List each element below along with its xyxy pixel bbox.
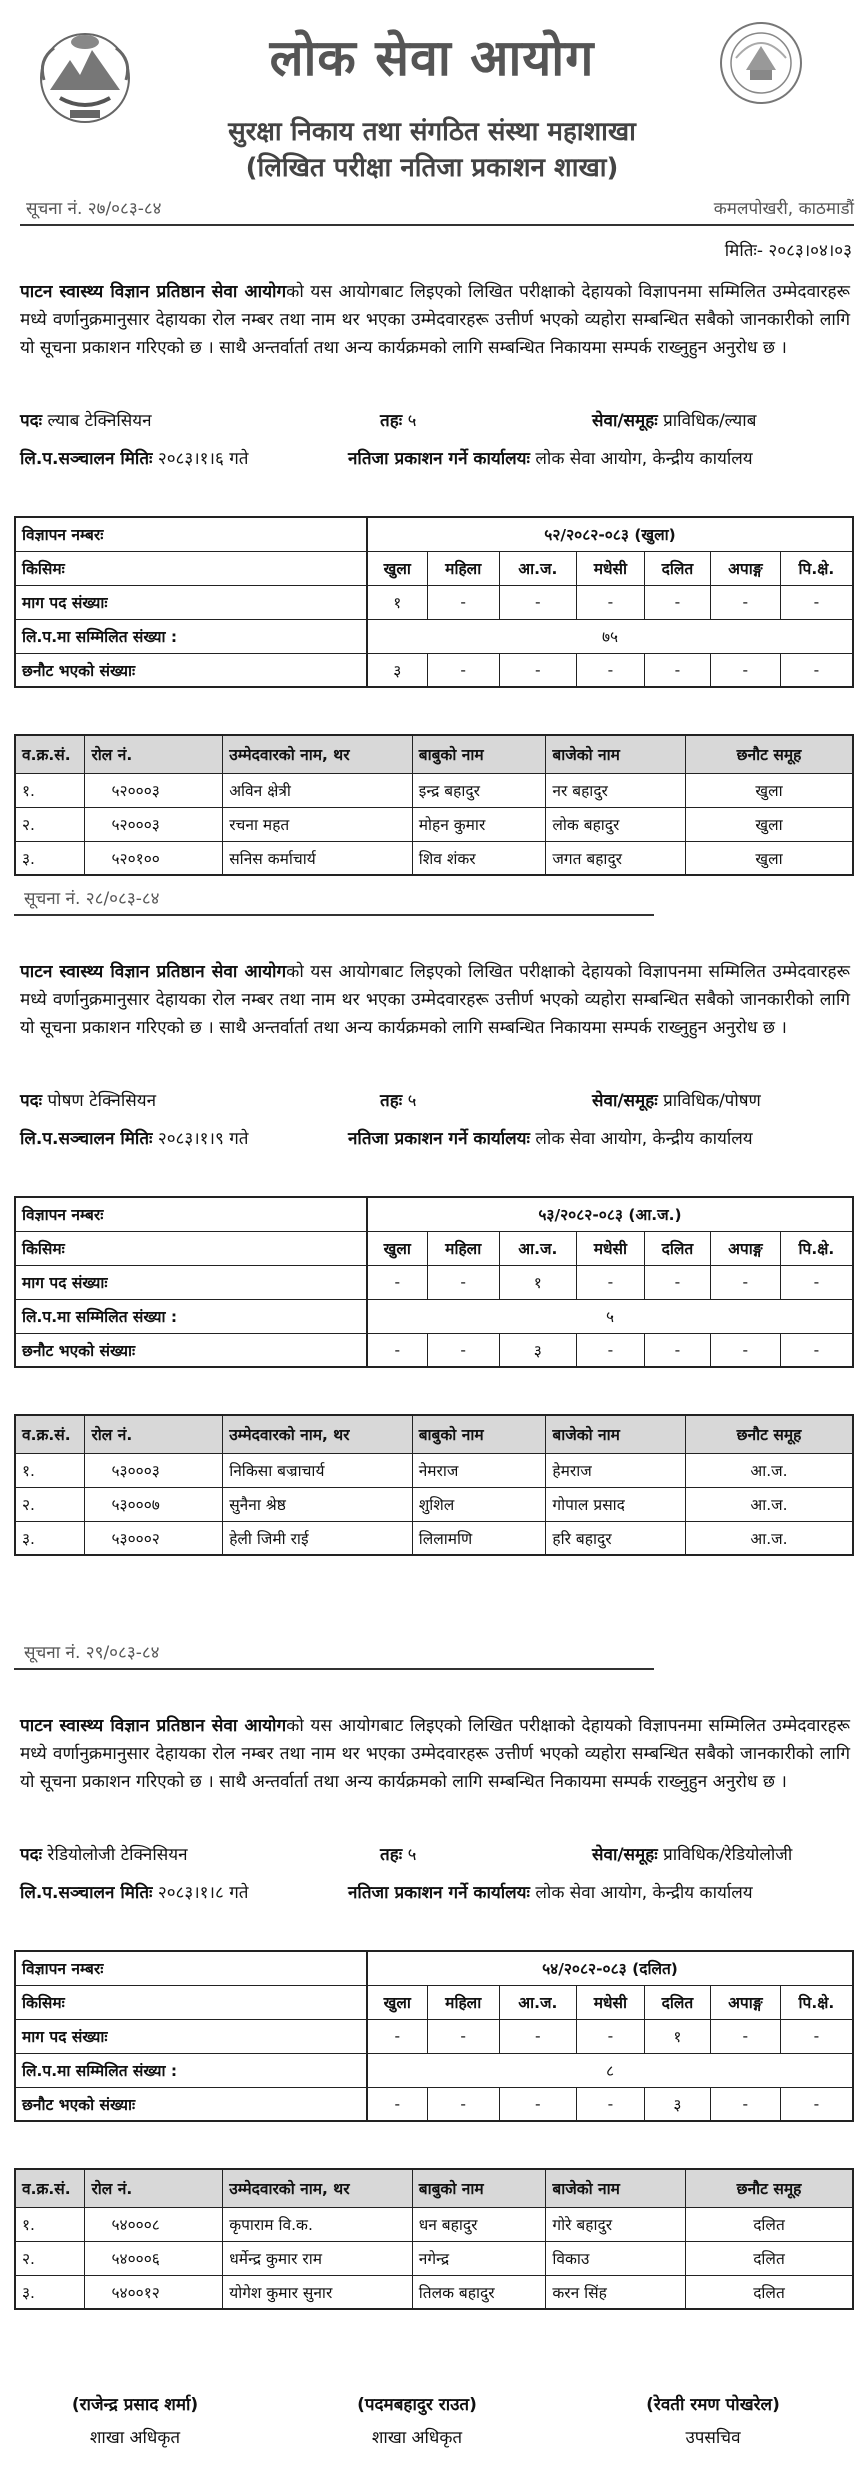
table-cell: आ.ज. xyxy=(685,1521,853,1555)
service-info: सेवा/समूहः प्राविधिक/पोषण xyxy=(592,1091,761,1111)
category-header: अपाङ्ग xyxy=(710,1985,780,2019)
category-header: दलित xyxy=(645,1231,711,1265)
selected-cell: - xyxy=(780,653,853,687)
table-cell: ५४०००८ xyxy=(85,2207,223,2241)
divider xyxy=(14,914,654,916)
category-header: मधेसी xyxy=(576,551,644,585)
category-header: अपाङ्ग xyxy=(710,1231,780,1265)
table-row xyxy=(15,1453,853,1487)
selected-cell: - xyxy=(710,653,780,687)
category-header: महिला xyxy=(427,1985,499,2019)
signature-block xyxy=(40,2392,230,2448)
results-table xyxy=(14,734,854,876)
demand-cell: - xyxy=(780,1265,853,1299)
level-info: तहः ५ xyxy=(380,1091,417,1111)
division-title: सुरक्षा निकाय तथा संगठित संस्था महाशाखा xyxy=(228,117,636,147)
selected-cell: - xyxy=(710,2087,780,2121)
table-cell: ५२०००३ xyxy=(85,773,223,807)
table-cell: ३. xyxy=(15,1521,85,1555)
participants-label: लि.प.मा सम्मिलित संख्या : xyxy=(15,619,367,653)
table-cell: नेमराज xyxy=(412,1453,546,1487)
table-cell: २. xyxy=(15,807,85,841)
results-table xyxy=(14,2168,854,2310)
selected-cell: - xyxy=(367,2087,427,2121)
page-title: लोक सेवा आयोग xyxy=(269,29,595,87)
demand-label: माग पद संख्याः xyxy=(15,585,367,619)
table-cell: शिव शंकर xyxy=(412,841,546,875)
category-header: आ.ज. xyxy=(499,551,576,585)
table-cell: हेमराज xyxy=(546,1453,686,1487)
table-row xyxy=(15,2275,853,2309)
table-cell: ५२०००३ xyxy=(85,807,223,841)
table-row xyxy=(15,2241,853,2275)
table-cell: दलित xyxy=(685,2207,853,2241)
table-cell: धन बहादुर xyxy=(412,2207,546,2241)
category-label: किसिमः xyxy=(15,1231,367,1265)
table-cell: सुनैना श्रेष्ठ xyxy=(223,1487,413,1521)
signatory-designation: उपसचिव xyxy=(685,2428,741,2448)
service-value: प्राविधिक/पोषण xyxy=(663,1091,761,1111)
post-info: पदः पोषण टेक्निसियन xyxy=(20,1091,157,1111)
signatory-designation: शाखा अधिकृत xyxy=(89,2428,181,2448)
column-header: उम्मेदवारको नाम, थर xyxy=(223,1415,413,1453)
demand-cell: - xyxy=(367,1265,427,1299)
table-cell: ५४००१२ xyxy=(85,2275,223,2309)
table-cell: जगत बहादुर xyxy=(546,841,686,875)
column-header: बाबुको नाम xyxy=(412,735,546,773)
table-cell: शुशिल xyxy=(412,1487,546,1521)
notice-date: मितिः- २०८३।०४।०३ xyxy=(724,241,852,261)
signature-block xyxy=(608,2392,818,2448)
demand-cell: - xyxy=(427,585,499,619)
table-cell: लोक बहादुर xyxy=(546,807,686,841)
ad-number: ५३/२०८२-०८३ (आ.ज.) xyxy=(367,1197,853,1231)
category-header: खुला xyxy=(367,1985,427,2019)
table-cell: ३. xyxy=(15,841,85,875)
demand-cell: १ xyxy=(367,585,427,619)
result-office: लोक सेवा आयोग, केन्द्रीय कार्यालय xyxy=(535,449,753,469)
level-info: तहः ५ xyxy=(380,411,417,431)
selected-cell: - xyxy=(367,1333,427,1367)
table-cell: नगेन्द्र xyxy=(412,2241,546,2275)
selected-cell: - xyxy=(499,653,576,687)
table-row xyxy=(15,841,853,875)
demand-cell: - xyxy=(499,2019,576,2053)
selected-cell: - xyxy=(576,653,644,687)
notice-meta xyxy=(20,192,854,226)
table-cell: अविन क्षेत्री xyxy=(223,773,413,807)
selected-cell: - xyxy=(499,2087,576,2121)
participants-label: लि.प.मा सम्मिलित संख्या : xyxy=(15,2053,367,2087)
table-cell: रचना महत xyxy=(223,807,413,841)
ad-number: ५४/२०८२-०८३ (दलित) xyxy=(367,1951,853,1985)
exam-date-info: लि.प.सञ्चालन मितिः २०८३।१।८ गते xyxy=(20,1883,249,1903)
table-cell: आ.ज. xyxy=(685,1453,853,1487)
category-header: दलित xyxy=(645,1985,711,2019)
signatory-designation: शाखा अधिकृत xyxy=(371,2428,463,2448)
table-cell: खुला xyxy=(685,807,853,841)
demand-cell: - xyxy=(780,2019,853,2053)
selected-cell: - xyxy=(645,1333,711,1367)
table-cell: २. xyxy=(15,2241,85,2275)
table-cell: गोरे बहादुर xyxy=(546,2207,686,2241)
category-header: दलित xyxy=(645,551,711,585)
participants-label: लि.प.मा सम्मिलित संख्या : xyxy=(15,1299,367,1333)
table-cell: ५३०००२ xyxy=(85,1521,223,1555)
post-info: पदः रेडियोलोजी टेक्निसियन xyxy=(20,1845,188,1865)
selected-cell: - xyxy=(710,1333,780,1367)
demand-cell: - xyxy=(645,585,711,619)
column-header: बाबुको नाम xyxy=(412,1415,546,1453)
table-cell: लिलामणि xyxy=(412,1521,546,1555)
notice-number: सूचना नं. २७/०८३-८४ xyxy=(26,199,162,219)
category-label: किसिमः xyxy=(15,551,367,585)
column-header: बाबुको नाम xyxy=(412,2169,546,2207)
service-info: सेवा/समूहः प्राविधिक/ल्याब xyxy=(592,411,757,431)
selected-cell: ३ xyxy=(499,1333,576,1367)
selected-label: छनौट भएको संख्याः xyxy=(15,653,367,687)
ad-number-label: विज्ञापन नम्बरः xyxy=(15,517,367,551)
selected-cell: ३ xyxy=(367,653,427,687)
post-name: पोषण टेक्निसियन xyxy=(47,1091,157,1111)
selected-cell: - xyxy=(427,653,499,687)
table-row xyxy=(15,2207,853,2241)
demand-cell: - xyxy=(427,1265,499,1299)
level-value: ५ xyxy=(407,1845,417,1865)
category-label: किसिमः xyxy=(15,1985,367,2019)
participants-count: ८ xyxy=(367,2053,853,2087)
table-cell: दलित xyxy=(685,2275,853,2309)
table-cell: आ.ज. xyxy=(685,1487,853,1521)
category-header: खुला xyxy=(367,1231,427,1265)
ad-number-label: विज्ञापन नम्बरः xyxy=(15,1951,367,1985)
participants-count: ७५ xyxy=(367,619,853,653)
exam-date: २०८३।१।९ गते xyxy=(157,1129,249,1149)
service-info: सेवा/समूहः प्राविधिक/रेडियोलोजी xyxy=(592,1845,793,1865)
column-header: बाजेको नाम xyxy=(546,1415,686,1453)
vacancy-table xyxy=(14,516,854,688)
service-value: प्राविधिक/रेडियोलोजी xyxy=(663,1845,793,1865)
table-row xyxy=(15,1521,853,1555)
notice-paragraph xyxy=(20,278,850,362)
notice-body: को यस आयोगबाट लिइएको लिखित परीक्षाको देहायको विज्ञापनमा सम्मिलित उम्मेदवारहरू मध्ये वर्णानुक्रमानुसार देहायका रोल नम्बर तथा नाम थर भएका उम्मेदवारहरू उत्तीर्ण भएको व्यहोरा सम्बन्धित सबैको जानकारीको लागि यो सूचना प्रकाशन गरिएको छ । साथै अन्तर्वार्ता तथा अन्य कार्यक्रमको लागि सम्बन्धित निकायमा सम्पर्क राख्नुहुन अनुरोध छ । xyxy=(20,282,850,358)
level-info: तहः ५ xyxy=(380,1845,417,1865)
category-header: महिला xyxy=(427,551,499,585)
demand-cell: १ xyxy=(499,1265,576,1299)
signatory-name: (रेवती रमण पोखरेल) xyxy=(646,2395,780,2415)
table-row xyxy=(15,807,853,841)
selected-label: छनौट भएको संख्याः xyxy=(15,1333,367,1367)
selected-cell: - xyxy=(427,2087,499,2121)
table-cell: करन सिंह xyxy=(546,2275,686,2309)
commission-logo-icon xyxy=(716,18,806,108)
notice-paragraph xyxy=(20,958,850,1042)
demand-cell: - xyxy=(710,1265,780,1299)
table-cell: हरि बहादुर xyxy=(546,1521,686,1555)
column-header: व.क्र.सं. xyxy=(15,1415,85,1453)
table-cell: खुला xyxy=(685,841,853,875)
category-header: आ.ज. xyxy=(499,1231,576,1265)
vacancy-table xyxy=(14,1950,854,2122)
level-value: ५ xyxy=(407,1091,417,1111)
table-cell: नर बहादुर xyxy=(546,773,686,807)
results-table xyxy=(14,1414,854,1556)
category-header: पि.क्षे. xyxy=(780,1231,853,1265)
letterhead xyxy=(0,0,864,200)
category-header: पि.क्षे. xyxy=(780,1985,853,2019)
demand-cell: - xyxy=(780,585,853,619)
office-location: कमलपोखरी, काठमाडौं xyxy=(713,199,854,219)
table-cell: निकिसा बज्राचार्य xyxy=(223,1453,413,1487)
demand-cell: - xyxy=(499,585,576,619)
exam-date: २०८३।१।८ गते xyxy=(157,1883,249,1903)
category-header: महिला xyxy=(427,1231,499,1265)
category-header: खुला xyxy=(367,551,427,585)
result-office: लोक सेवा आयोग, केन्द्रीय कार्यालय xyxy=(535,1883,753,1903)
section-title: (लिखित परीक्षा नतिजा प्रकाशन शाखा) xyxy=(245,153,619,183)
exam-date-info: लि.प.सञ्चालन मितिः २०८३।१।९ गते xyxy=(20,1129,249,1149)
ad-number-label: विज्ञापन नम्बरः xyxy=(15,1197,367,1231)
column-header: रोल नं. xyxy=(85,1415,223,1453)
exam-date-info: लि.प.सञ्चालन मितिः २०८३।१।६ गते xyxy=(20,449,249,469)
demand-cell: १ xyxy=(645,2019,711,2053)
org-name: पाटन स्वास्थ्य विज्ञान प्रतिष्ठान सेवा आयोग xyxy=(20,962,287,982)
table-cell: गोपाल प्रसाद xyxy=(546,1487,686,1521)
selected-cell: - xyxy=(576,1333,644,1367)
notice-paragraph xyxy=(20,1712,850,1796)
service-value: प्राविधिक/ल्याब xyxy=(663,411,757,431)
demand-cell: - xyxy=(710,2019,780,2053)
column-header: रोल नं. xyxy=(85,735,223,773)
table-cell: १. xyxy=(15,1453,85,1487)
table-cell: ५३०००३ xyxy=(85,1453,223,1487)
table-cell: ५४०००६ xyxy=(85,2241,223,2275)
category-header: अपाङ्ग xyxy=(710,551,780,585)
signatory-name: (राजेन्द्र प्रसाद शर्मा) xyxy=(71,2395,199,2415)
selected-cell: - xyxy=(427,1333,499,1367)
table-cell: तिलक बहादुर xyxy=(412,2275,546,2309)
selected-cell: - xyxy=(645,653,711,687)
column-header: छनौट समूह xyxy=(685,1415,853,1453)
table-cell: इन्द्र बहादुर xyxy=(412,773,546,807)
signatory-name: (पदमबहादुर राउत) xyxy=(357,2395,477,2415)
table-cell: ५३०००७ xyxy=(85,1487,223,1521)
notice-number: सूचना नं. २९/०८३-८४ xyxy=(24,1643,160,1663)
column-header: उम्मेदवारको नाम, थर xyxy=(223,735,413,773)
column-header: रोल नं. xyxy=(85,2169,223,2207)
table-row xyxy=(15,773,853,807)
demand-cell: - xyxy=(645,1265,711,1299)
participants-count: ५ xyxy=(367,1299,853,1333)
result-office-info: नतिजा प्रकाशन गर्ने कार्यालयः लोक सेवा आयोग, केन्द्रीय कार्यालय xyxy=(348,1883,753,1903)
demand-cell: - xyxy=(367,2019,427,2053)
post-name: ल्याब टेक्निसियन xyxy=(47,411,152,431)
notice-body: को यस आयोगबाट लिइएको लिखित परीक्षाको देहायको विज्ञापनमा सम्मिलित उम्मेदवारहरू मध्ये वर्णानुक्रमानुसार देहायका रोल नम्बर तथा नाम थर भएका उम्मेदवारहरू उत्तीर्ण भएको व्यहोरा सम्बन्धित सबैको जानकारीको लागि यो सूचना प्रकाशन गरिएको छ । साथै अन्तर्वार्ता तथा अन्य कार्यक्रमको लागि सम्बन्धित निकायमा सम्पर्क राख्नुहुन अनुरोध छ । xyxy=(20,962,850,1038)
table-cell: दलित xyxy=(685,2241,853,2275)
table-cell: ५२०१०० xyxy=(85,841,223,875)
ad-number: ५२/२०८२-०८३ (खुला) xyxy=(367,517,853,551)
table-cell: खुला xyxy=(685,773,853,807)
level-value: ५ xyxy=(407,411,417,431)
category-header: मधेसी xyxy=(576,1985,644,2019)
selected-label: छनौट भएको संख्याः xyxy=(15,2087,367,2121)
demand-cell: - xyxy=(576,2019,644,2053)
post-name: रेडियोलोजी टेक्निसियन xyxy=(47,1845,188,1865)
selected-cell: - xyxy=(576,2087,644,2121)
signature-block xyxy=(322,2392,512,2448)
selected-cell: - xyxy=(780,1333,853,1367)
column-header: व.क्र.सं. xyxy=(15,2169,85,2207)
table-cell: सनिस कर्माचार्य xyxy=(223,841,413,875)
demand-label: माग पद संख्याः xyxy=(15,2019,367,2053)
org-name: पाटन स्वास्थ्य विज्ञान प्रतिष्ठान सेवा आयोग xyxy=(20,1716,287,1736)
table-cell: मोहन कुमार xyxy=(412,807,546,841)
table-cell: २. xyxy=(15,1487,85,1521)
column-header: बाजेको नाम xyxy=(546,2169,686,2207)
column-header: छनौट समूह xyxy=(685,735,853,773)
category-header: पि.क्षे. xyxy=(780,551,853,585)
table-cell: ३. xyxy=(15,2275,85,2309)
table-cell: हेली जिमी राई xyxy=(223,1521,413,1555)
demand-cell: - xyxy=(576,585,644,619)
vacancy-table xyxy=(14,1196,854,1368)
result-office: लोक सेवा आयोग, केन्द्रीय कार्यालय xyxy=(535,1129,753,1149)
table-cell: धर्मेन्द्र कुमार राम xyxy=(223,2241,413,2275)
post-info: पदः ल्याब टेक्निसियन xyxy=(20,411,152,431)
table-cell: १. xyxy=(15,2207,85,2241)
demand-label: माग पद संख्याः xyxy=(15,1265,367,1299)
notice-number: सूचना नं. २८/०८३-८४ xyxy=(24,889,160,909)
table-cell: कृपाराम वि.क. xyxy=(223,2207,413,2241)
exam-date: २०८३।१।६ गते xyxy=(157,449,249,469)
selected-cell: - xyxy=(780,2087,853,2121)
column-header: व.क्र.सं. xyxy=(15,735,85,773)
result-office-info: नतिजा प्रकाशन गर्ने कार्यालयः लोक सेवा आयोग, केन्द्रीय कार्यालय xyxy=(348,1129,753,1149)
category-header: आ.ज. xyxy=(499,1985,576,2019)
result-office-info: नतिजा प्रकाशन गर्ने कार्यालयः लोक सेवा आयोग, केन्द्रीय कार्यालय xyxy=(348,449,753,469)
demand-cell: - xyxy=(576,1265,644,1299)
demand-cell: - xyxy=(427,2019,499,2053)
org-name: पाटन स्वास्थ्य विज्ञान प्रतिष्ठान सेवा आयोग xyxy=(20,282,287,302)
selected-cell: ३ xyxy=(645,2087,711,2121)
notice-body: को यस आयोगबाट लिइएको लिखित परीक्षाको देहायको विज्ञापनमा सम्मिलित उम्मेदवारहरू मध्ये वर्णानुक्रमानुसार देहायका रोल नम्बर तथा नाम थर भएका उम्मेदवारहरू उत्तीर्ण भएको व्यहोरा सम्बन्धित सबैको जानकारीको लागि यो सूचना प्रकाशन गरिएको छ । साथै अन्तर्वार्ता तथा अन्य कार्यक्रमको लागि सम्बन्धित निकायमा सम्पर्क राख्नुहुन अनुरोध छ । xyxy=(20,1716,850,1792)
table-row xyxy=(15,1487,853,1521)
table-cell: विकाउ xyxy=(546,2241,686,2275)
demand-cell: - xyxy=(710,585,780,619)
column-header: उम्मेदवारको नाम, थर xyxy=(223,2169,413,2207)
column-header: छनौट समूह xyxy=(685,2169,853,2207)
divider xyxy=(14,1668,654,1670)
column-header: बाजेको नाम xyxy=(546,735,686,773)
table-cell: योगेश कुमार सुनार xyxy=(223,2275,413,2309)
category-header: मधेसी xyxy=(576,1231,644,1265)
table-cell: १. xyxy=(15,773,85,807)
